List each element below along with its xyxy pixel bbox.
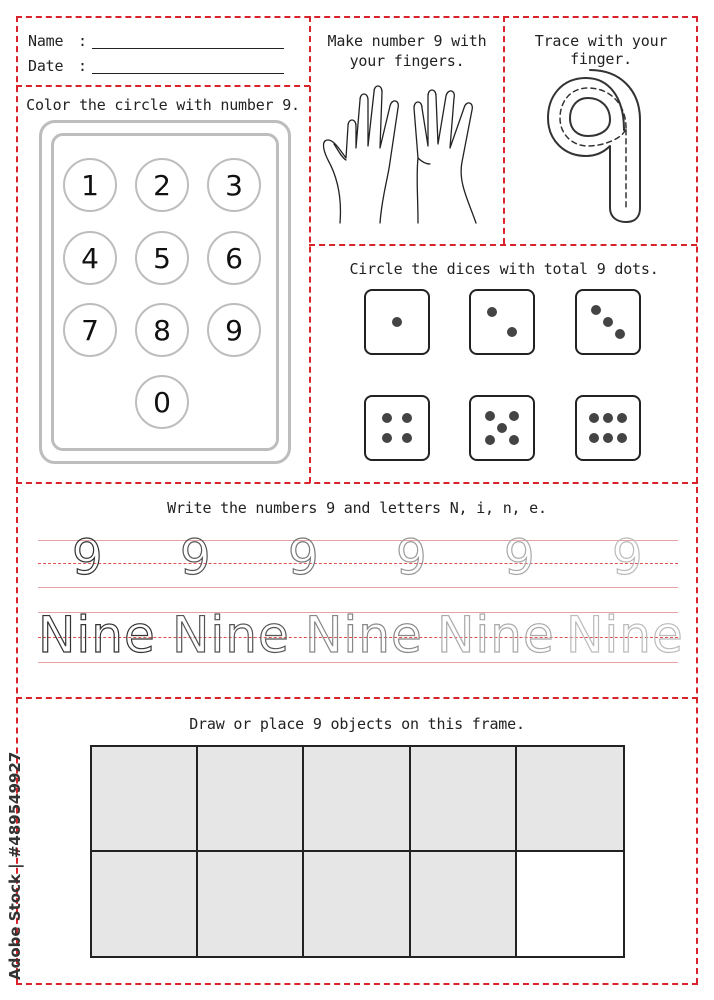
trace-word[interactable]: Nine [566,606,684,664]
die-pip [617,413,627,423]
date-label: Date [28,57,64,75]
trace-word[interactable]: Nine [437,606,555,664]
keypad-circle-8[interactable]: 8 [135,303,189,357]
name-label: Name [28,32,64,50]
ten-frame-cell[interactable] [198,747,304,852]
border-right [696,16,698,984]
divider-h-dice [309,244,697,246]
ten-frame-cell[interactable] [304,852,410,957]
keypad-circle-4[interactable]: 4 [63,231,117,285]
border-bottom [16,983,698,985]
die-pip [589,413,599,423]
die-pip [617,433,627,443]
trace-digit[interactable]: 9 [504,530,535,586]
die-pip [402,413,412,423]
ten-frame [90,745,625,958]
date-colon: : [78,57,87,75]
divider-h-write [16,482,698,484]
frame-instruction: Draw or place 9 objects on this frame. [189,715,525,733]
die-six[interactable] [575,395,641,461]
die-pip [509,435,519,445]
die-two[interactable] [469,289,535,355]
writing-line-mid [38,563,678,564]
die-pip [485,411,495,421]
trace-digit-nine[interactable] [540,68,660,228]
keypad-circle-0[interactable]: 0 [135,375,189,429]
die-pip [507,327,517,337]
die-five[interactable] [469,395,535,461]
keypad-circle-6[interactable]: 6 [207,231,261,285]
ten-frame-cell[interactable] [92,852,198,957]
trace-word[interactable]: Nine [172,606,290,664]
die-pip [603,433,613,443]
ten-frame-cell[interactable] [411,852,517,957]
ten-frame-cell[interactable] [411,747,517,852]
ten-frame-cell[interactable] [92,747,198,852]
die-pip [591,305,601,315]
date-field[interactable] [92,73,284,74]
die-pip [382,433,392,443]
trace-digit[interactable]: 9 [180,530,211,586]
writing-line-base [38,587,678,588]
keypad-circle-9[interactable]: 9 [207,303,261,357]
divider-h-name [16,85,310,87]
die-three[interactable] [575,289,641,355]
trace-digit[interactable]: 9 [612,530,643,586]
hands-illustration [318,78,498,228]
trace-instruction: Trace with your finger. [534,32,668,68]
write-instruction: Write the numbers 9 and letters N, i, n, e. [167,499,547,517]
trace-digit[interactable]: 9 [72,530,103,586]
writing-line-top [38,540,678,541]
die-pip [603,413,613,423]
die-pip [382,413,392,423]
die-pip [615,329,625,339]
ten-frame-cell[interactable] [517,747,623,852]
die-pip [402,433,412,443]
die-pip [603,317,613,327]
ten-frame-cell[interactable] [517,852,623,957]
trace-word[interactable]: Nine [38,606,156,664]
divider-h-frame [16,697,698,699]
ten-frame-cell[interactable] [198,852,304,957]
name-field[interactable] [92,48,284,49]
keypad-circle-5[interactable]: 5 [135,231,189,285]
die-one[interactable] [364,289,430,355]
die-pip [509,411,519,421]
die-pip [497,423,507,433]
trace-word[interactable]: Nine [305,606,423,664]
border-top [16,16,698,18]
die-four[interactable] [364,395,430,461]
die-pip [485,435,495,445]
ten-frame-cell[interactable] [304,747,410,852]
stock-watermark: Adobe Stock | #489549927 [6,751,24,980]
trace-digit[interactable]: 9 [396,530,427,586]
die-pip [589,433,599,443]
fingers-instruction-line1: Make number 9 with [327,32,487,50]
keypad-circle-1[interactable]: 1 [63,158,117,212]
die-pip [487,307,497,317]
name-colon: : [78,32,87,50]
die-pip [392,317,402,327]
keypad-circle-3[interactable]: 3 [207,158,261,212]
keypad-circle-7[interactable]: 7 [63,303,117,357]
keypad-circle-2[interactable]: 2 [135,158,189,212]
dice-instruction: Circle the dices with total 9 dots. [349,260,659,278]
trace-digit[interactable]: 9 [288,530,319,586]
color-instruction: Color the circle with number 9. [26,96,300,114]
fingers-instruction-line2: your fingers. [349,52,465,70]
